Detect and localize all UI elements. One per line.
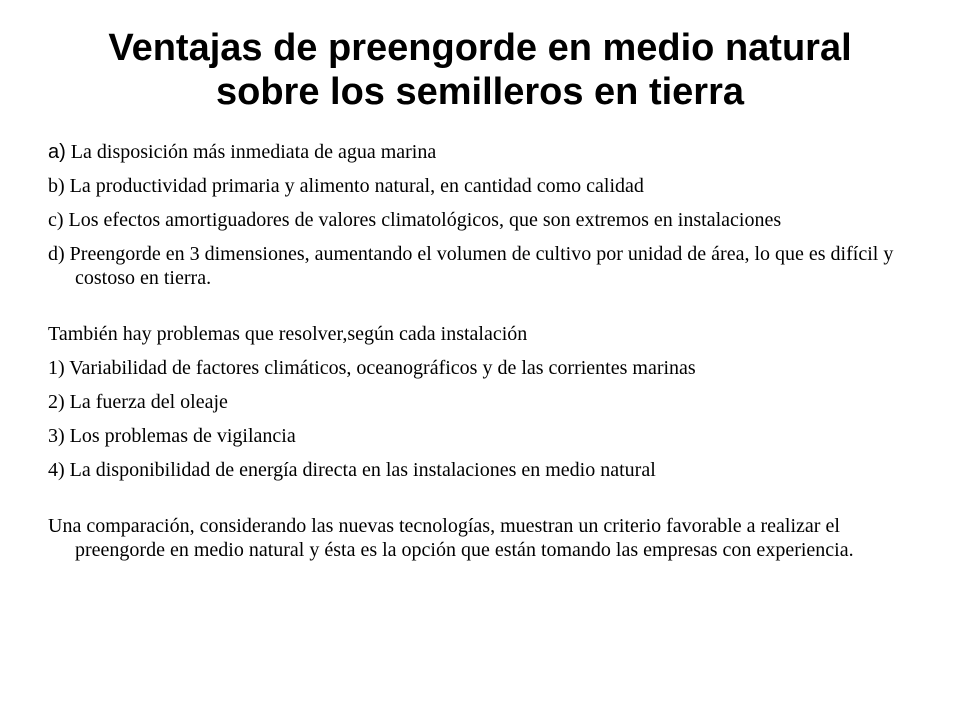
problem-item-2: 2) La fuerza del oleaje bbox=[48, 391, 228, 413]
advantage-item-c: c) Los efectos amortiguadores de valores climatológicos, que son extremos en instalaciones bbox=[48, 209, 782, 231]
advantage-item-a bbox=[48, 140, 928, 164]
problem-item-1: 1) Variabilidad de factores climáticos, oceanográficos y de las corrientes marinas bbox=[48, 357, 696, 379]
conclusion-paragraph: Una comparación, considerando las nuevas tecnologías, muestran un criterio favorable a realizar el preengorde en medio natural y ésta es la opción que están tomando las empresas con experiencia. bbox=[48, 515, 854, 561]
slide-title: Ventajas de preengorde en medio natural sobre los semilleros en tierra bbox=[108, 27, 852, 113]
advantage-marker-a: a) bbox=[48, 141, 66, 163]
problem-item-4: 4) La disponibilidad de energía directa en las instalaciones en medio natural bbox=[48, 459, 656, 481]
advantage-text-a: La disposición más inmediata de agua marina bbox=[65, 141, 437, 163]
advantage-item-b: b) La productividad primaria y alimento natural, en cantidad como calidad bbox=[48, 175, 644, 197]
problem-item-3: 3) Los problemas de vigilancia bbox=[48, 425, 296, 447]
advantage-item-d: d) Preengorde en 3 dimensiones, aumentando el volumen de cultivo por unidad de área, lo que es difícil y costoso en tierra. bbox=[48, 243, 894, 289]
slide-body bbox=[48, 140, 928, 562]
problems-intro: También hay problemas que resolver,según cada instalación bbox=[48, 323, 528, 345]
